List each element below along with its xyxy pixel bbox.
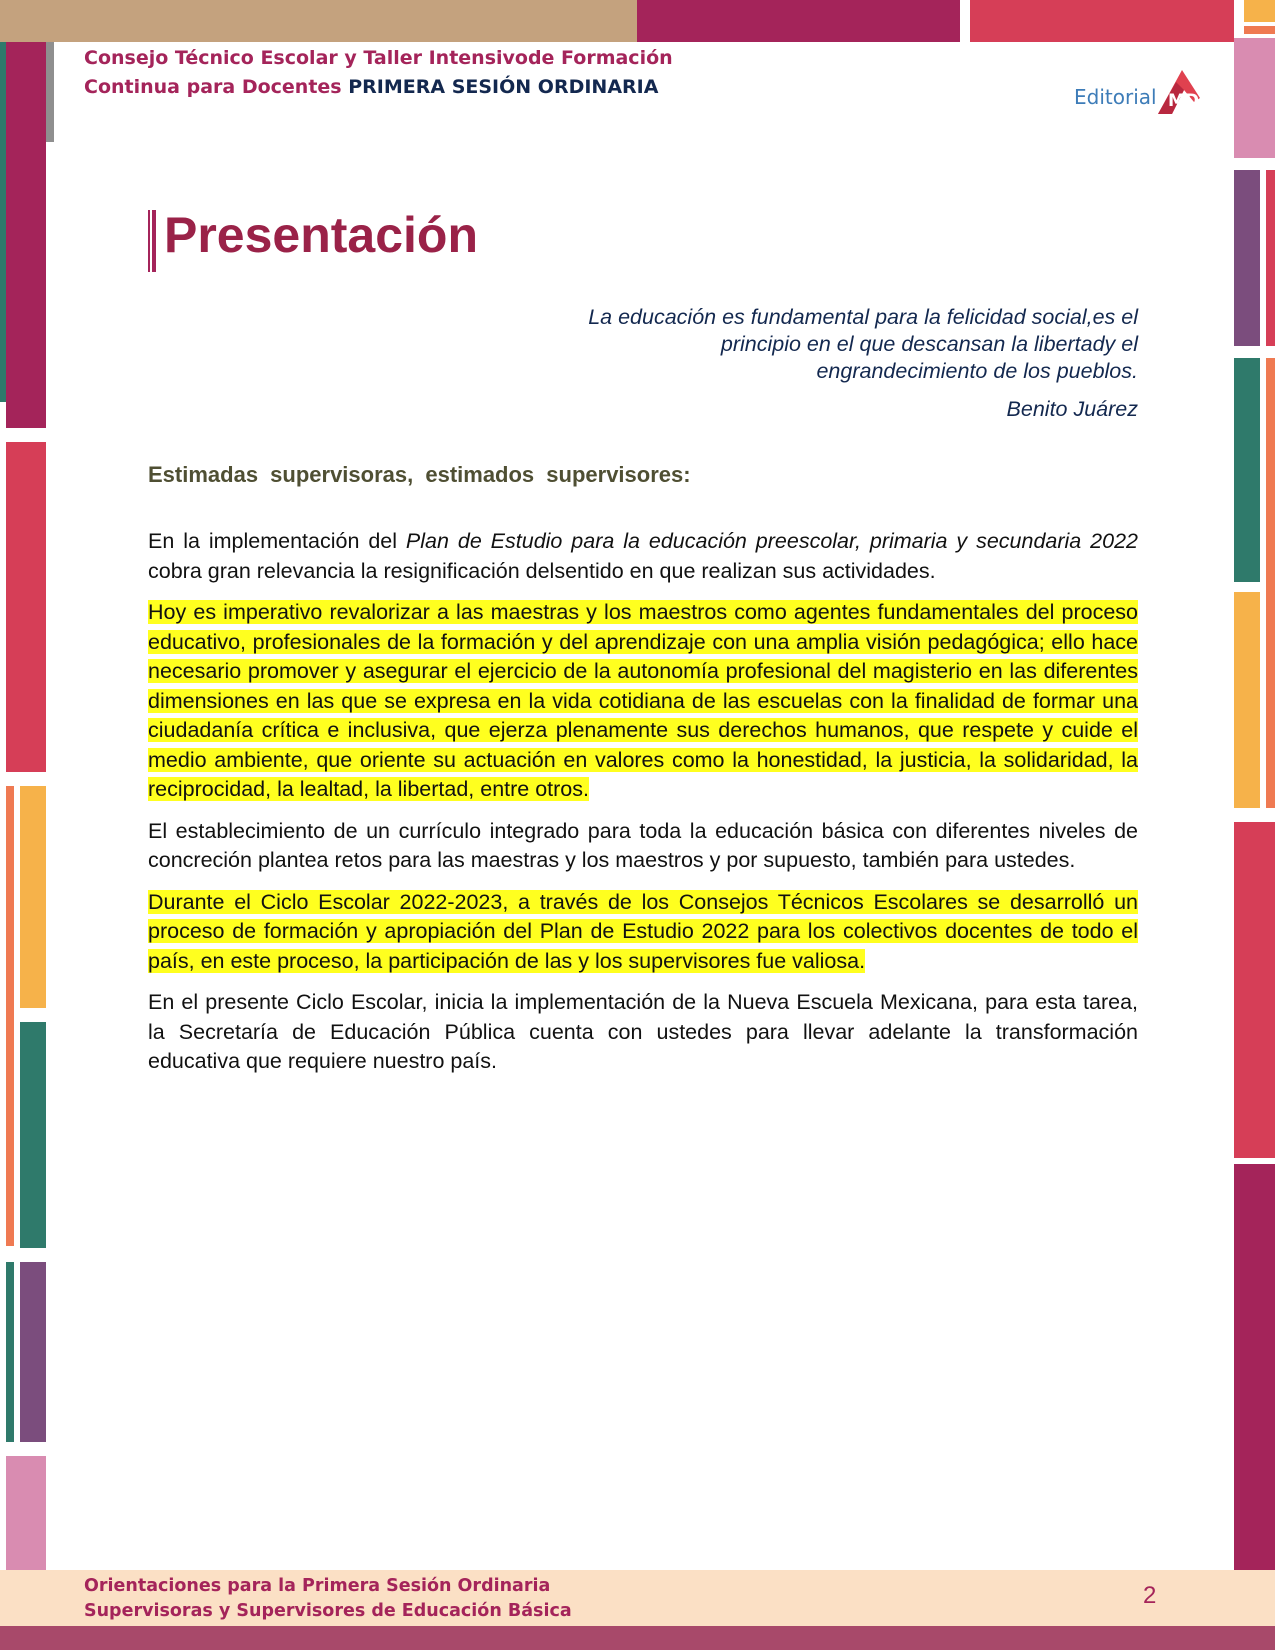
right-stripe-orange-top — [1244, 26, 1275, 34]
header-session-label: PRIMERA SESIÓN ORDINARIA — [348, 76, 659, 98]
page-number: 2 — [1143, 1582, 1157, 1609]
left-stripe-teal-thin — [6, 1262, 14, 1442]
document-header — [84, 44, 673, 102]
left-stripe-orange-thin — [6, 786, 14, 1246]
editorial-md-logo — [1074, 68, 1202, 124]
logo-wordmark: Editorial — [1074, 85, 1157, 109]
left-stripe-red-1 — [6, 442, 46, 772]
title-accent-bar — [148, 210, 156, 272]
paragraph-2 — [148, 598, 1138, 805]
left-stripe-pink — [6, 1456, 46, 1578]
right-stripe-red — [1234, 822, 1275, 1158]
highlighted-text: Durante el Ciclo Escolar 2022-2023, a través de los Consejos Técnicos Escolares se desarrolló un proceso de formación y apropiación del Plan de Estudio 2022 para los colectivos docentes de todo el país, en este proceso, la participación de las y los supervisores fue valiosa. — [148, 889, 1138, 973]
left-stripe-inner-gray — [46, 42, 54, 142]
plan-de-estudio-title: Plan de Estudio para la educación preescolar, primaria y secundaria 2022 — [405, 529, 1138, 553]
logo-mark-text: MD — [1168, 91, 1200, 111]
top-band-tan — [0, 0, 637, 42]
right-stripe-teal — [1234, 358, 1260, 582]
left-stripe-teal-2 — [20, 1022, 46, 1248]
paragraph-5: En el presente Ciclo Escolar, inicia la implementación de la Nueva Escuela Mexicana, para esta tarea, la Secretaría de Educación Pública cuenta con ustedes para llevar adelante la transformación educativa que requiere nuestro país. — [148, 990, 1138, 1073]
epigraph-line: engrandecimiento de los pueblos. — [816, 359, 1138, 383]
epigraph-line: principio en el que descansan la libertady el — [720, 332, 1138, 356]
right-stripe-yellow-top — [1244, 0, 1275, 22]
left-stripe-magenta — [6, 42, 46, 428]
footer-line-2: Supervisoras y Supervisores de Educación Básica — [84, 1601, 572, 1621]
paragraph-4 — [148, 888, 1138, 977]
right-stripe-yellow — [1234, 592, 1260, 808]
page-title: Presentación — [164, 207, 479, 263]
header-line-2-prefix: Continua para Docentes — [84, 76, 342, 98]
top-band-red — [970, 0, 1234, 42]
bottom-band-magenta — [0, 1626, 1275, 1650]
salutation: Estimadas supervisoras, estimados supervisores: — [148, 462, 691, 487]
right-stripe-red-thin — [1266, 170, 1275, 346]
right-stripe-purple — [1234, 170, 1260, 346]
header-line-1: Consejo Técnico Escolar y Taller Intensivode Formación — [84, 47, 673, 69]
top-band-magenta — [637, 0, 960, 42]
epigraph-quote — [148, 304, 1138, 423]
md-logo-icon — [1154, 68, 1202, 118]
right-stripe-orange-thin — [1266, 358, 1275, 808]
right-stripe-pink — [1234, 38, 1275, 158]
footer-line-1: Orientaciones para la Primera Sesión Ordinaria — [84, 1576, 551, 1596]
paragraph-1-before: En la implementación del — [148, 529, 406, 553]
epigraph-author: Benito Juárez — [1006, 397, 1138, 421]
paragraph-1-after: cobra gran relevancia la resignificación delsentido en que realizan sus actividades. — [148, 558, 936, 583]
left-stripe-yellow — [20, 786, 46, 1008]
document-body — [148, 527, 1138, 1089]
left-stripe-purple — [20, 1262, 46, 1442]
right-stripe-magenta — [1234, 1164, 1275, 1576]
paragraph-1 — [148, 527, 1138, 586]
footer-text — [84, 1574, 572, 1624]
paragraph-3: El establecimiento de un currículo integrado para toda la educación básica con diferentes niveles de concreción plantea retos para las maestras y los maestros y por supuesto, también para ustedes. — [148, 818, 1138, 872]
header-line-2 — [84, 73, 673, 102]
highlighted-text: Hoy es imperativo revalorizar a las maestras y los maestros como agentes fundamentales del proceso educativo, profesionales de la formación y del aprendizaje con una amplia visión pedagógica; ello hace necesario promover y asegurar el ejercicio de la autonomía profesional del magisterio en las diferentes dimensiones en las que se expresa en la vida cotidiana de las escuelas con la finalidad de formar una ciudadanía crítica e inclusiva, que ejerza plenamente sus derechos humanos, que respete y cuide el medio ambiente, que oriente su actuación en valores como la honestidad, la justicia, la solidaridad, la reciprocidad, la lealtad, la libertad, entre otros. — [148, 600, 1138, 801]
epigraph-line: La educación es fundamental para la felicidad social,es el — [588, 305, 1138, 329]
